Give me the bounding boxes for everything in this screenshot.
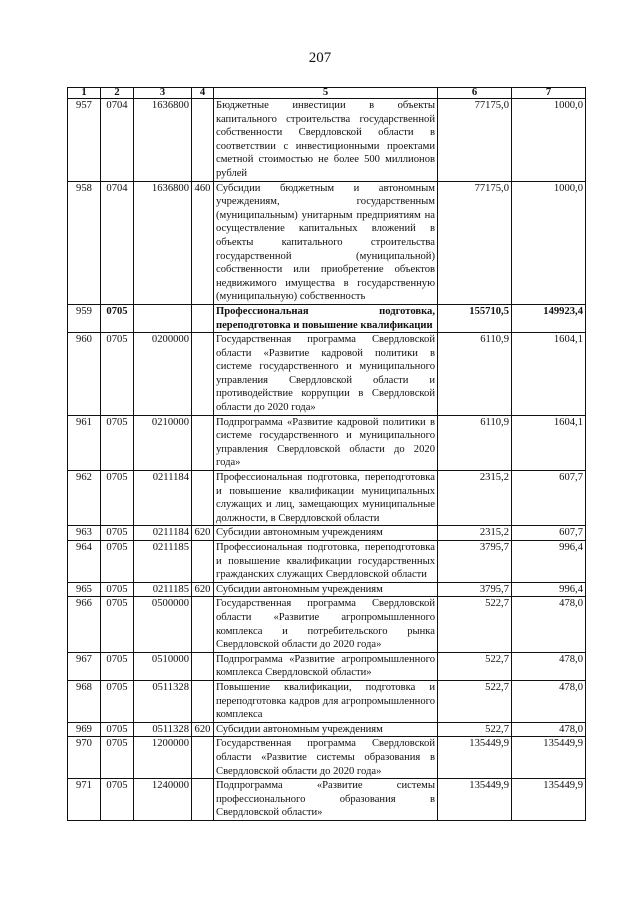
target-article-code-cell: 0211184 bbox=[134, 526, 192, 541]
column-header: 1 bbox=[68, 88, 101, 99]
target-article-code-cell: 0500000 bbox=[134, 597, 192, 652]
column-header: 5 bbox=[214, 88, 438, 99]
expense-type-code-cell: 620 bbox=[192, 582, 214, 597]
amount-year1-cell: 77175,0 bbox=[438, 99, 512, 182]
amount-year1-cell: 3795,7 bbox=[438, 582, 512, 597]
table-body bbox=[68, 99, 586, 821]
table-row bbox=[68, 680, 586, 722]
amount-year2-cell: 1000,0 bbox=[512, 181, 586, 304]
section-code-cell: 0705 bbox=[101, 737, 134, 779]
row-number-cell: 962 bbox=[68, 471, 101, 526]
expense-name-cell: Субсидии автономным учреждениям bbox=[214, 722, 438, 737]
column-header: 3 bbox=[134, 88, 192, 99]
section-code-cell: 0705 bbox=[101, 526, 134, 541]
amount-year2-cell: 1604,1 bbox=[512, 333, 586, 416]
column-header: 2 bbox=[101, 88, 134, 99]
section-code-cell: 0705 bbox=[101, 680, 134, 722]
row-number-cell: 970 bbox=[68, 737, 101, 779]
table-row bbox=[68, 99, 586, 182]
expense-name-cell: Повышение квалификации, подготовка и переподготовка кадров для агропромышленного комплекса bbox=[214, 680, 438, 722]
column-header: 7 bbox=[512, 88, 586, 99]
row-number-cell: 971 bbox=[68, 779, 101, 821]
expense-name-cell: Профессиональная подготовка, переподготовка и повышение квалификации муниципальных служащих и лиц, замещающих муниципальные должности, в Свердловской области bbox=[214, 471, 438, 526]
amount-year1-cell: 2315,2 bbox=[438, 526, 512, 541]
expense-type-code-cell bbox=[192, 304, 214, 332]
amount-year1-cell: 135449,9 bbox=[438, 737, 512, 779]
target-article-code-cell: 1240000 bbox=[134, 779, 192, 821]
section-code-cell: 0705 bbox=[101, 582, 134, 597]
expense-type-code-cell bbox=[192, 680, 214, 722]
amount-year1-cell: 522,7 bbox=[438, 722, 512, 737]
table-row bbox=[68, 541, 586, 583]
amount-year1-cell: 2315,2 bbox=[438, 471, 512, 526]
expense-type-code-cell bbox=[192, 737, 214, 779]
column-header: 4 bbox=[192, 88, 214, 99]
row-number-cell: 965 bbox=[68, 582, 101, 597]
section-code-cell: 0705 bbox=[101, 541, 134, 583]
amount-year2-cell: 478,0 bbox=[512, 652, 586, 680]
amount-year1-cell: 6110,9 bbox=[438, 415, 512, 470]
expense-type-code-cell: 620 bbox=[192, 526, 214, 541]
target-article-code-cell bbox=[134, 304, 192, 332]
amount-year1-cell: 6110,9 bbox=[438, 333, 512, 416]
row-number-cell: 969 bbox=[68, 722, 101, 737]
page-number: 207 bbox=[308, 50, 332, 66]
target-article-code-cell: 0200000 bbox=[134, 333, 192, 416]
table-row bbox=[68, 304, 586, 332]
expense-type-code-cell bbox=[192, 415, 214, 470]
expense-name-cell: Профессиональная подготовка, переподготовка и повышение квалификации bbox=[214, 304, 438, 332]
section-code-cell: 0705 bbox=[101, 722, 134, 737]
target-article-code-cell: 1200000 bbox=[134, 737, 192, 779]
expense-type-code-cell bbox=[192, 333, 214, 416]
expense-type-code-cell bbox=[192, 597, 214, 652]
amount-year2-cell: 135449,9 bbox=[512, 779, 586, 821]
expense-type-code-cell: 460 bbox=[192, 181, 214, 304]
expense-type-code-cell bbox=[192, 541, 214, 583]
expense-name-cell: Государственная программа Свердловской области «Развитие системы образования в Свердловской области до 2020 года» bbox=[214, 737, 438, 779]
amount-year2-cell: 478,0 bbox=[512, 680, 586, 722]
row-number-cell: 959 bbox=[68, 304, 101, 332]
table-row bbox=[68, 722, 586, 737]
section-code-cell: 0705 bbox=[101, 597, 134, 652]
amount-year2-cell: 996,4 bbox=[512, 541, 586, 583]
amount-year1-cell: 522,7 bbox=[438, 680, 512, 722]
section-code-cell: 0704 bbox=[101, 99, 134, 182]
amount-year2-cell: 996,4 bbox=[512, 582, 586, 597]
table-row bbox=[68, 333, 586, 416]
section-code-cell: 0705 bbox=[101, 471, 134, 526]
expense-type-code-cell bbox=[192, 99, 214, 182]
amount-year1-cell: 77175,0 bbox=[438, 181, 512, 304]
row-number-cell: 960 bbox=[68, 333, 101, 416]
row-number-cell: 957 bbox=[68, 99, 101, 182]
target-article-code-cell: 1636800 bbox=[134, 99, 192, 182]
target-article-code-cell: 0211185 bbox=[134, 582, 192, 597]
section-code-cell: 0705 bbox=[101, 415, 134, 470]
row-number-cell: 966 bbox=[68, 597, 101, 652]
table-row bbox=[68, 526, 586, 541]
section-code-cell: 0705 bbox=[101, 304, 134, 332]
table-row bbox=[68, 471, 586, 526]
target-article-code-cell: 0210000 bbox=[134, 415, 192, 470]
amount-year1-cell: 522,7 bbox=[438, 652, 512, 680]
amount-year2-cell: 607,7 bbox=[512, 471, 586, 526]
expense-name-cell: Подпрограмма «Развитие кадровой политики в системе государственного и муниципального управления Свердловской области до 2020 года» bbox=[214, 415, 438, 470]
expense-name-cell: Субсидии автономным учреждениям bbox=[214, 526, 438, 541]
amount-year2-cell: 1604,1 bbox=[512, 415, 586, 470]
target-article-code-cell: 0511328 bbox=[134, 680, 192, 722]
target-article-code-cell: 0511328 bbox=[134, 722, 192, 737]
table-header-row bbox=[68, 88, 586, 99]
table-row bbox=[68, 737, 586, 779]
target-article-code-cell: 0510000 bbox=[134, 652, 192, 680]
amount-year1-cell: 522,7 bbox=[438, 597, 512, 652]
expense-name-cell: Субсидии автономным учреждениям bbox=[214, 582, 438, 597]
amount-year2-cell: 135449,9 bbox=[512, 737, 586, 779]
row-number-cell: 964 bbox=[68, 541, 101, 583]
amount-year2-cell: 1000,0 bbox=[512, 99, 586, 182]
table-row bbox=[68, 779, 586, 821]
table-row bbox=[68, 415, 586, 470]
amount-year2-cell: 478,0 bbox=[512, 597, 586, 652]
amount-year1-cell: 3795,7 bbox=[438, 541, 512, 583]
budget-table bbox=[67, 87, 586, 821]
amount-year1-cell: 135449,9 bbox=[438, 779, 512, 821]
table-row bbox=[68, 582, 586, 597]
table-row bbox=[68, 181, 586, 304]
expense-name-cell: Подпрограмма «Развитие системы профессионального образования в Свердловской области» bbox=[214, 779, 438, 821]
expense-name-cell: Государственная программа Свердловской области «Развитие кадровой политики в системе государственного и муниципального управления Свердловской области и противодействие коррупции в Свердловской области до 2020 года» bbox=[214, 333, 438, 416]
amount-year2-cell: 607,7 bbox=[512, 526, 586, 541]
expense-type-code-cell bbox=[192, 652, 214, 680]
target-article-code-cell: 0211185 bbox=[134, 541, 192, 583]
expense-name-cell: Подпрограмма «Развитие агропромышленного комплекса Свердловской области» bbox=[214, 652, 438, 680]
amount-year1-cell: 155710,5 bbox=[438, 304, 512, 332]
amount-year2-cell: 149923,4 bbox=[512, 304, 586, 332]
section-code-cell: 0705 bbox=[101, 652, 134, 680]
expense-type-code-cell bbox=[192, 779, 214, 821]
expense-name-cell: Профессиональная подготовка, переподготовка и повышение квалификации государственных гражданских служащих Свердловской области bbox=[214, 541, 438, 583]
target-article-code-cell: 1636800 bbox=[134, 181, 192, 304]
expense-name-cell: Бюджетные инвестиции в объекты капитального строительства государственной собственности Свердловской области в соответствии с инвестиционными проектами сметной стоимостью не более 500 миллионов рублей bbox=[214, 99, 438, 182]
expense-name-cell: Государственная программа Свердловской области «Развитие агропромышленного комплекса и потребительского рынка Свердловской области до 2020 года» bbox=[214, 597, 438, 652]
expense-type-code-cell bbox=[192, 471, 214, 526]
row-number-cell: 958 bbox=[68, 181, 101, 304]
table-row bbox=[68, 652, 586, 680]
table-row bbox=[68, 597, 586, 652]
row-number-cell: 967 bbox=[68, 652, 101, 680]
row-number-cell: 968 bbox=[68, 680, 101, 722]
expense-type-code-cell: 620 bbox=[192, 722, 214, 737]
expense-name-cell: Субсидии бюджетным и автономным учреждениям, государственным (муниципальным) унитарным предприятиям на осуществление капитальных вложений в объекты капитального строительства государственной (муниципальной) собственности или приобретение объектов недвижимого имущества в государственную (муниципальную) собственность bbox=[214, 181, 438, 304]
column-header: 6 bbox=[438, 88, 512, 99]
section-code-cell: 0705 bbox=[101, 333, 134, 416]
section-code-cell: 0705 bbox=[101, 779, 134, 821]
section-code-cell: 0704 bbox=[101, 181, 134, 304]
row-number-cell: 961 bbox=[68, 415, 101, 470]
amount-year2-cell: 478,0 bbox=[512, 722, 586, 737]
row-number-cell: 963 bbox=[68, 526, 101, 541]
target-article-code-cell: 0211184 bbox=[134, 471, 192, 526]
